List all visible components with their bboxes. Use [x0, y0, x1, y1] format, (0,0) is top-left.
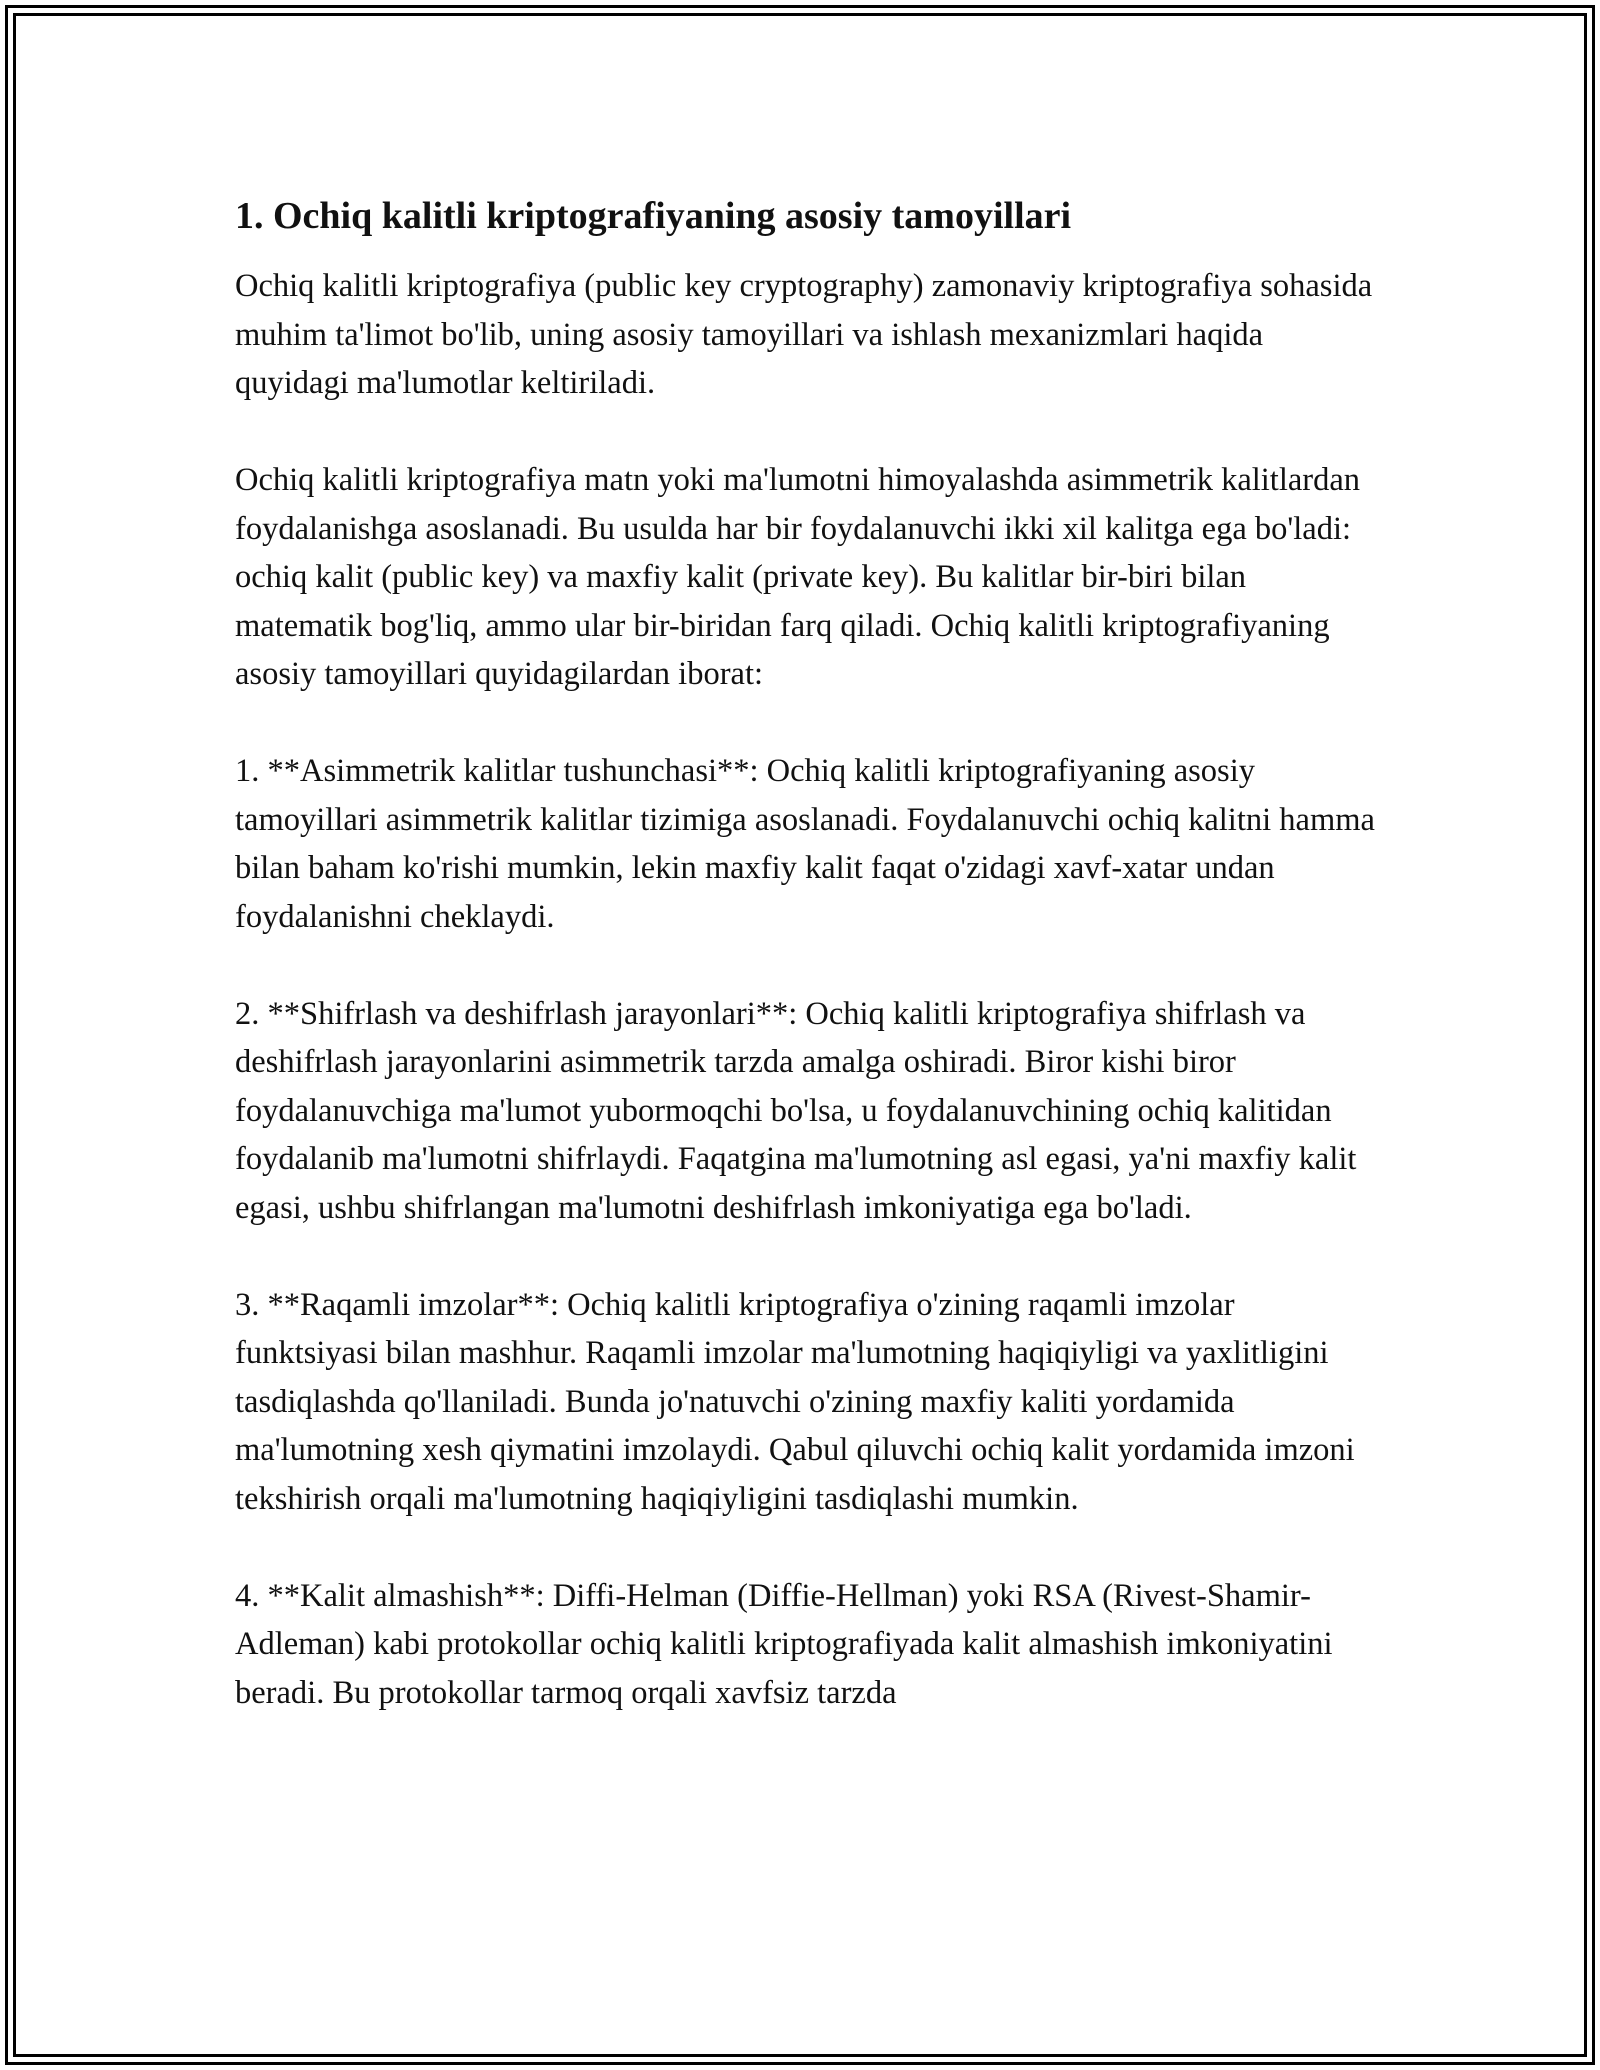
list-item-key-exchange: 4. **Kalit almashish**: Diffi-Helman (Diffie-Hellman) yoki RSA (Rivest-Shamir-Adleman) kabi protokollar ochiq kalitli kriptografiyada kalit almashish imkoniyatini beradi. Bu protokollar tarmoq orqali xavfsiz tarzda [235, 1577, 1333, 1711]
document-body [235, 186, 1375, 1717]
paragraph-intro: Ochiq kalitli kriptografiya (public key cryptography) zamonaviy kriptografiya sohasida muhim ta'limot bo'lib, uning asosiy tamoyillari va ishlash mexanizmlari haqida quyidagi ma'lumotlar keltiriladi. [235, 268, 1373, 401]
list-item-encryption-decryption: 2. **Shifrlash va deshifrlash jarayonlari**: Ochiq kalitli kriptografiya shifrlash va deshifrlash jarayonlarini asimmetrik tarzda amalga oshiradi. Biror kishi biror foydalanuvchiga ma'lumot yubormoqchi bo'lsa, u foydalanuvchining ochiq kalitidan foydalanib ma'lumotni shifrlaydi. Faqatgina ma'lumotning asl egasi, ya'ni maxfiy kalit egasi, ushbu shifrlangan ma'lumotni deshifrlash imkoniyatiga ega bo'ladi. [235, 995, 1357, 1226]
paragraph-asymmetric-keys: Ochiq kalitli kriptografiya matn yoki ma'lumotni himoyalashda asimmetrik kalitlardan foydalanishga asoslanadi. Bu usulda har bir foydalanuvchi ikki xil kalitga ega bo'ladi: ochiq kalit (public key) va maxfiy kalit (private key). Bu kalitlar bir-biri bilan matematik bog'liq, ammo ular bir-biridan farq qiladi. Ochiq kalitli kriptografiyaning asosiy tamoyillari quyidagilardan iborat: [235, 462, 1361, 692]
list-item-asymmetric-key-concept: 1. **Asimmetrik kalitlar tushunchasi**: Ochiq kalitli kriptografiyaning asosiy tamoyillari asimmetrik kalitlar tizimiga asoslanadi. Foydalanuvchi ochiq kalitni hamma bilan baham ko'rishi mumkin, lekin maxfiy kalit faqat o'zidagi xavf-xatar undan foydalanishni cheklaydi. [235, 753, 1375, 935]
section-heading: 1. Ochiq kalitli kriptografiyaning asosiy tamoyillari [235, 195, 1072, 237]
list-item-digital-signatures: 3. **Raqamli imzolar**: Ochiq kalitli kriptografiya o'zining raqamli imzolar funktsiyasi bilan mashhur. Raqamli imzolar ma'lumotning haqiqiyligi va yaxlitligini tasdiqlashda qo'llaniladi. Bunda jo'natuvchi o'zining maxfiy kaliti yordamida ma'lumotning xesh qiymatini imzolaydi. Qabul qiluvchi ochiq kalit yordamida imzoni tekshirish orqali ma'lumotning haqiqiyligini tasdiqlashi mumkin. [235, 1286, 1355, 1517]
